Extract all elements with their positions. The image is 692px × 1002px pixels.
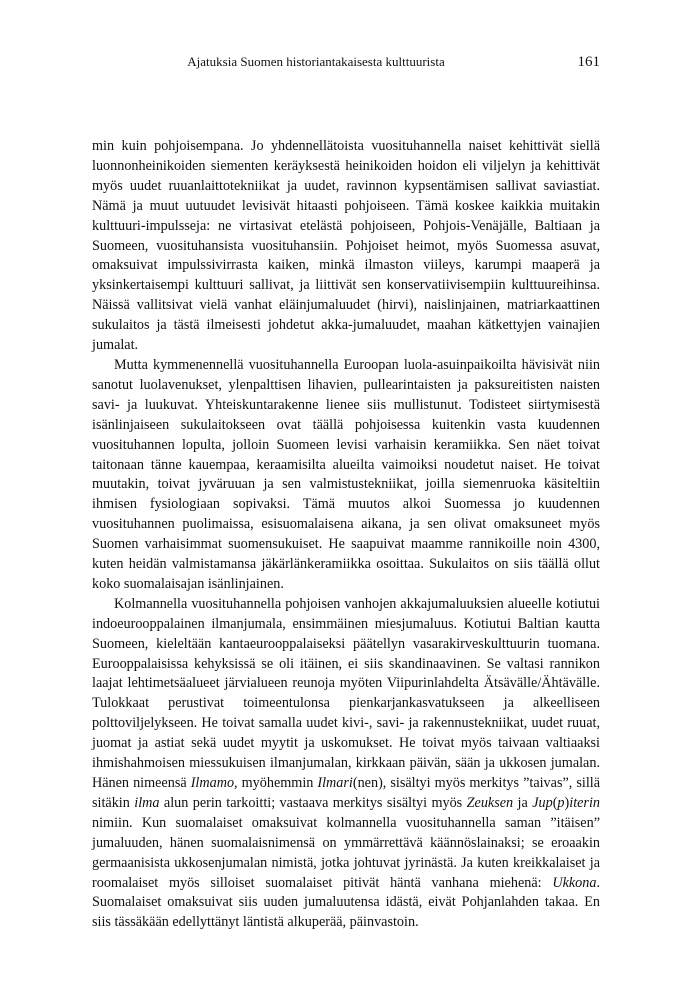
paragraph-3-text-b: myöhemmin [237, 775, 318, 791]
paragraph-2: Mutta kymmenennellä vuosituhannella Euroopan luola-asuinpaikoilta hävisivät niin sanotut luolavenukset, ylenpalttisen lihavien, pullearintaisten ja paksureitisten naisten savi- ja luukuvat. Yhteiskuntarakenne lienee siis mullistunut. Todisteet siirtymisestä isänlinjaiseen sukulaitokseen ovat täällä pohjoisessa kuitenkin vasta kuudennen vuosituhannen lopulta, jolloin Suomeen levisi varhaisin keramiikka. Sen näet toivat taitonaan tänne kauempaa, keraamisilta alueilta vaimoiksi noudetut naiset. He toivat muutakin, toivat jyväruuan ja sen valmistustekniikat, joilla siemenruoka käsiteltiin ihmisen fysiologiaan sopivaksi. Tämä muutos alkoi Suomessa jo kuudennen vuosituhannen puolimaissa, esisuomalaisena aikana, ja sen olivat omaksuneet myös Suomen varhaisimmat suomensukuiset. He saapuivat maamme rannikoille noin 4300, kuten heidän valmistamansa jäkärlänkeramiikka osoittaa. Sukulaitos on siis täällä ollut koko suomalaisajan isänlinjainen. [92, 356, 600, 592]
paragraph-3 [92, 595, 600, 933]
italic-ukkona: Ukkona [552, 874, 597, 891]
paragraph-3-text-d: alun perin tarkoitti; vastaava merkitys sisältyi myös [159, 794, 467, 811]
italic-ilma: ilma [134, 794, 160, 811]
paragraph-3-text-g: . Suomalaiset omaksuivat siis uuden jumaluutensa idästä, eivät Pohjanlahden takaa. En siis tässäkään edellyttänyt läntistä alkuperää, päinvastoin. [92, 874, 600, 931]
paragraph-3-paren-close: ) [564, 794, 570, 811]
paragraph-3-text-c: (nen), sisältyi myös merkitys ”taivas”, sillä sitäkin [92, 775, 600, 811]
running-header [92, 52, 600, 72]
running-title: Ajatuksia Suomen historiantakaisesta kulttuurista [187, 54, 445, 69]
italic-ilmamo: Ilmamo, [190, 775, 238, 791]
body-text [92, 137, 600, 933]
italic-jup: Jup [532, 794, 553, 811]
paragraph-3-text-a: Kolmannella vuosituhannella pohjoisen vanhojen akkajumaluuksien alueelle kotiutui indoeurooppalainen ilmanjumala, ensimmäinen miesjumaluus. Kotiutui Baltian kautta Suomeen, kieleltään kantaeurooppalaiseksi päätellyn vasarakirveskulttuurin tuomana. Eurooppalaisissa kehyksissä se oli itäinen, ei siis skandinaavinen. Se valtasi rannikon laajat lehtimetsäalueet järvialueen reunoja myöten Viipurinlahdelta Ätsävälle/Ähtävälle. Tulokkaat perustivat toimeentulonsa pienkarjankasvatukseen ja alkeelliseen polttoviljelykseen. He toivat samalla uudet kivi-, savi- ja rakennustekniikat, uudet ruuat, juomat ja astiat sekä uudet myytit ja uskomukset. He toivat myös taivaan valtiaaksi ihmishahmoisen miessukuisen ilmanjumalan, kirkkaan päivän, sään ja ukkosen jumalan. Hänen nimeensä [92, 595, 600, 791]
italic-p: p [557, 794, 565, 811]
italic-ilmari: Ilmari [317, 775, 353, 791]
paragraph-3-paren-open: ( [552, 794, 558, 811]
italic-zeuksen: Zeuksen [466, 794, 514, 811]
paragraph-1: min kuin pohjoisempana. Jo yhdennellätoista vuosituhannella naiset kehittivät siellä luonnonheinikoiden siementen keräyksestä heinikoiden hoidon eli viljelyn ja kehittivät myös uudet ruuanlaittotekniikat ja uudet, ravinnon kypsentämisen sallivat saviastiat. Nämä ja muut uutuudet levisivät hitaasti pohjoiseen. Tämä koskee kaikkia muitakin kulttuuri-impulsseja: ne virtasivat etelästä pohjoiseen, Pohjois-Venäjälle, Baltiaan ja Suomeen, vuosituhansista vuosituhansiin. Pohjoiset heimot, myös Suomessa asuvat, omaksuivat impulssivirrasta kaiken, minkä ilmaston viileys, karumpi maaperä ja yksinkertaisempi kulttuuri sallivat, ja liittivät sen konservatiivisempiin kulttuureihinsa. Näissä vallitsivat vielä vanhat eläinjumaluudet (hirvi), naislinjainen, matriarkaattinen sukulaitos ja tästä ilmeisesti johdetut akka-jumaluudet, maahan kätkettyjen vainajien jumalat. [92, 138, 600, 354]
paragraph-3-text-f: nimiin. Kun suomalaiset omaksuivat kolmannella vuosituhannella saman ”itäisen” jumaluuden, hänen suomalaisnimensä on ymmärrettävä käännöslainaksi; se eroaakin germaanisista ukkosenjumalan nimistä, jotka johtuvat jyrinästä. Ja kuten kreikkalaiset ja roomalaiset myös silloiset suomalaiset pitivät häntä vanhana miehenä: [92, 814, 600, 891]
page-number: 161 [577, 54, 600, 70]
italic-iterin: iterin [569, 794, 600, 811]
paragraph-3-text-e: ja [513, 794, 533, 811]
